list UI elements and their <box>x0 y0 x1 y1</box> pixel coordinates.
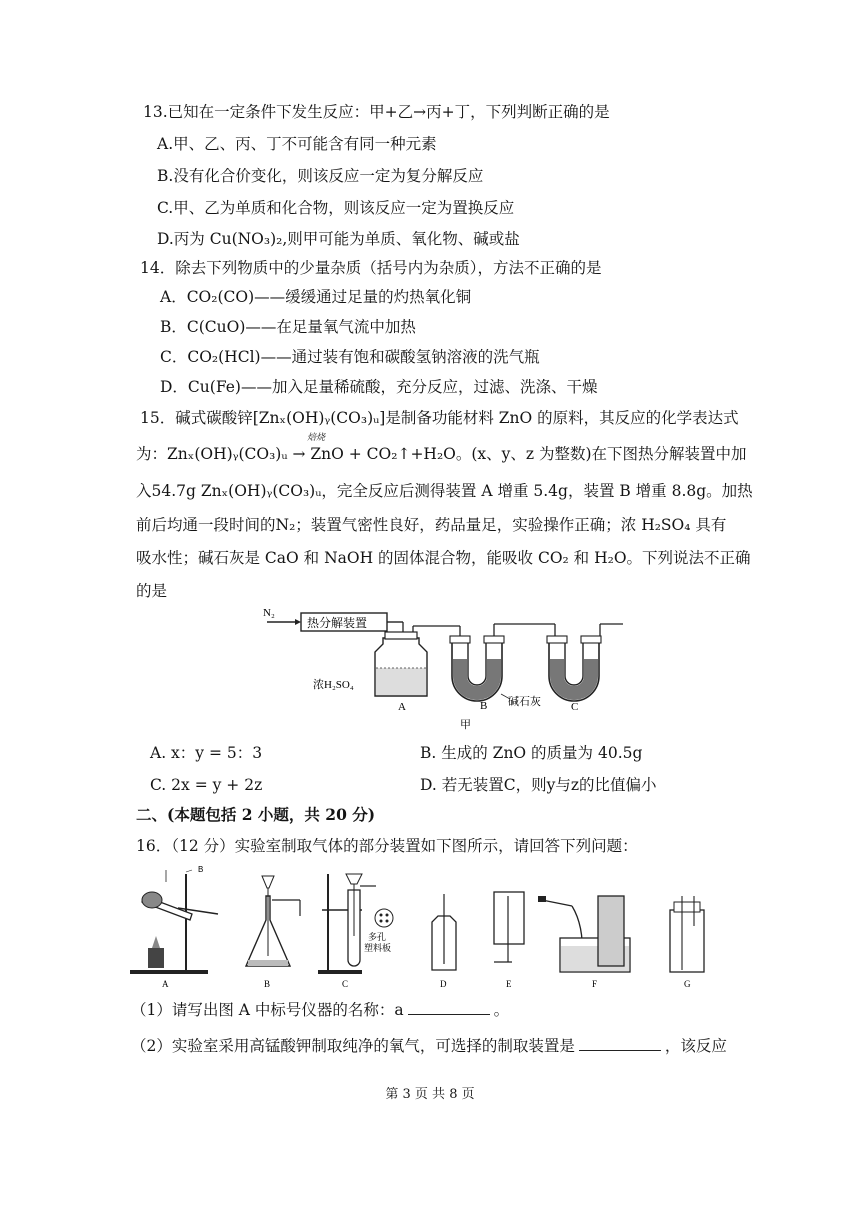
instrument-mark-label: B <box>198 866 204 874</box>
q15-line-5: 吸水性；碱石灰是 CaO 和 NaOH 的固体混合物，能吸收 CO₂ 和 H₂O。下列说法不正确 <box>136 549 751 567</box>
apparatus-a <box>130 866 218 974</box>
apparatus-label-c: C <box>342 979 349 989</box>
q16-sub-2-blank[interactable] <box>579 1036 661 1051</box>
apparatus-e <box>494 892 524 962</box>
q15-line-3: 入54.7g Znₓ(OH)ᵧ(CO₃)ᵤ，完全反应后测得装置 A 增重 5.4g，装置 B 增重 8.8g。加热 <box>136 482 753 500</box>
q16-sub-1-blank[interactable] <box>408 1000 490 1015</box>
q15-line-2: 为：Znₓ(OH)ᵧ(CO₃)ᵤ → ZnO + CO₂↑+H₂O。(x、y、z 为整数)在下图热分解装置中加 <box>136 445 747 463</box>
q14-stem: 14．除去下列物质中的少量杂质（括号内为杂质），方法不正确的是 <box>140 259 602 277</box>
label-c: C <box>571 701 579 713</box>
apparatus-label-g: G <box>684 979 691 989</box>
q16-sub-1-prefix: （1）请写出图 A 中标号仪器的名称：a <box>131 1001 404 1019</box>
q16-sub-2-suffix: ，该反应 <box>664 1037 727 1055</box>
apparatus-label-e: E <box>506 979 512 989</box>
apparatus-f <box>538 896 630 972</box>
apparatus-b <box>246 876 300 966</box>
apparatus-label-f: F <box>592 979 598 989</box>
q16-sub-2-prefix: （2）实验室采用高锰酸钾制取纯净的氧气，可选择的制取装置是 <box>131 1037 575 1055</box>
apparatus-g <box>670 896 704 972</box>
q16-sub-2 <box>131 1036 727 1056</box>
apparatus-c <box>318 874 393 974</box>
thermal-decomposition-label: 热分解装置 <box>307 616 368 630</box>
gas-apparatus-figure <box>122 866 724 990</box>
q16-sub-1-suffix: 。 <box>493 1001 510 1019</box>
apparatus-label-d: D <box>440 979 447 989</box>
q14-option-b: B．C(CuO)——在足量氧气流中加热 <box>160 318 416 336</box>
q15-line-4: 前后均通一段时间的N₂；装置气密性良好，药品量足，实验操作正确；浓 H₂SO₄ 具有 <box>136 516 727 534</box>
q15-option-b: B. 生成的 ZnO 的质量为 40.5g <box>420 744 643 762</box>
section-2-heading: 二、(本题包括 2 小题，共 20 分) <box>136 805 376 824</box>
q16-sub-1 <box>131 1000 509 1020</box>
apparatus-label-b: B <box>264 979 271 989</box>
label-b: B <box>480 700 488 712</box>
figure-caption: 甲 <box>460 719 471 731</box>
q15-option-a: A. x：y = 5：3 <box>150 744 263 762</box>
q15-line-6: 的是 <box>136 582 168 600</box>
q15-option-c: C. 2x = y + 2z <box>150 776 263 794</box>
q13-option-c: C.甲、乙为单质和化合物，则该反应一定为置换反应 <box>157 199 515 217</box>
apparatus-d <box>432 894 456 970</box>
acid-label: 浓H₂SO₄ <box>313 679 354 691</box>
q14-option-c: C．CO₂(HCl)——通过装有饱和碳酸氢钠溶液的洗气瓶 <box>160 348 540 366</box>
lime-label: 碱石灰 <box>508 696 541 708</box>
label-a: A <box>398 701 406 713</box>
plate-label-2: 塑料板 <box>364 943 392 953</box>
q13-option-a: A.甲、乙、丙、丁不可能含有同一种元素 <box>157 135 437 153</box>
apparatus-label-a: A <box>162 979 169 989</box>
q13-stem: 13.已知在一定条件下发生反应：甲+乙→丙+丁，下列判断正确的是 <box>143 103 610 121</box>
q15-arrow-label: 焙烧 <box>307 433 326 443</box>
q14-option-d: D．Cu(Fe)——加入足量稀硫酸，充分反应，过滤、洗涤、干燥 <box>160 378 598 396</box>
q13-option-b: B.没有化合价变化，则该反应一定为复分解反应 <box>157 167 484 185</box>
plate-label-1: 多孔 <box>368 932 387 942</box>
q16-stem: 16．（12 分）实验室制取气体的部分装置如下图所示，请回答下列问题： <box>136 837 638 855</box>
n2-label: N₂ <box>263 607 275 619</box>
q13-option-d: D.丙为 Cu(NO₃)₂,则甲可能为单质、氧化物、碱或盐 <box>157 230 520 248</box>
thermal-decomposition-apparatus-figure <box>255 604 635 736</box>
q15-option-d: D. 若无装置C，则y与z的比值偏小 <box>420 776 657 794</box>
q15-line-1: 15．碱式碳酸锌[Znₓ(OH)ᵧ(CO₃)ᵤ]是制备功能材料 ZnO 的原料，其反应的化学表达式 <box>140 409 739 427</box>
q14-option-a: A．CO₂(CO)——缓缓通过足量的灼热氧化铜 <box>160 288 472 306</box>
page-footer: 第 3 页 共 8 页 <box>385 1087 475 1102</box>
